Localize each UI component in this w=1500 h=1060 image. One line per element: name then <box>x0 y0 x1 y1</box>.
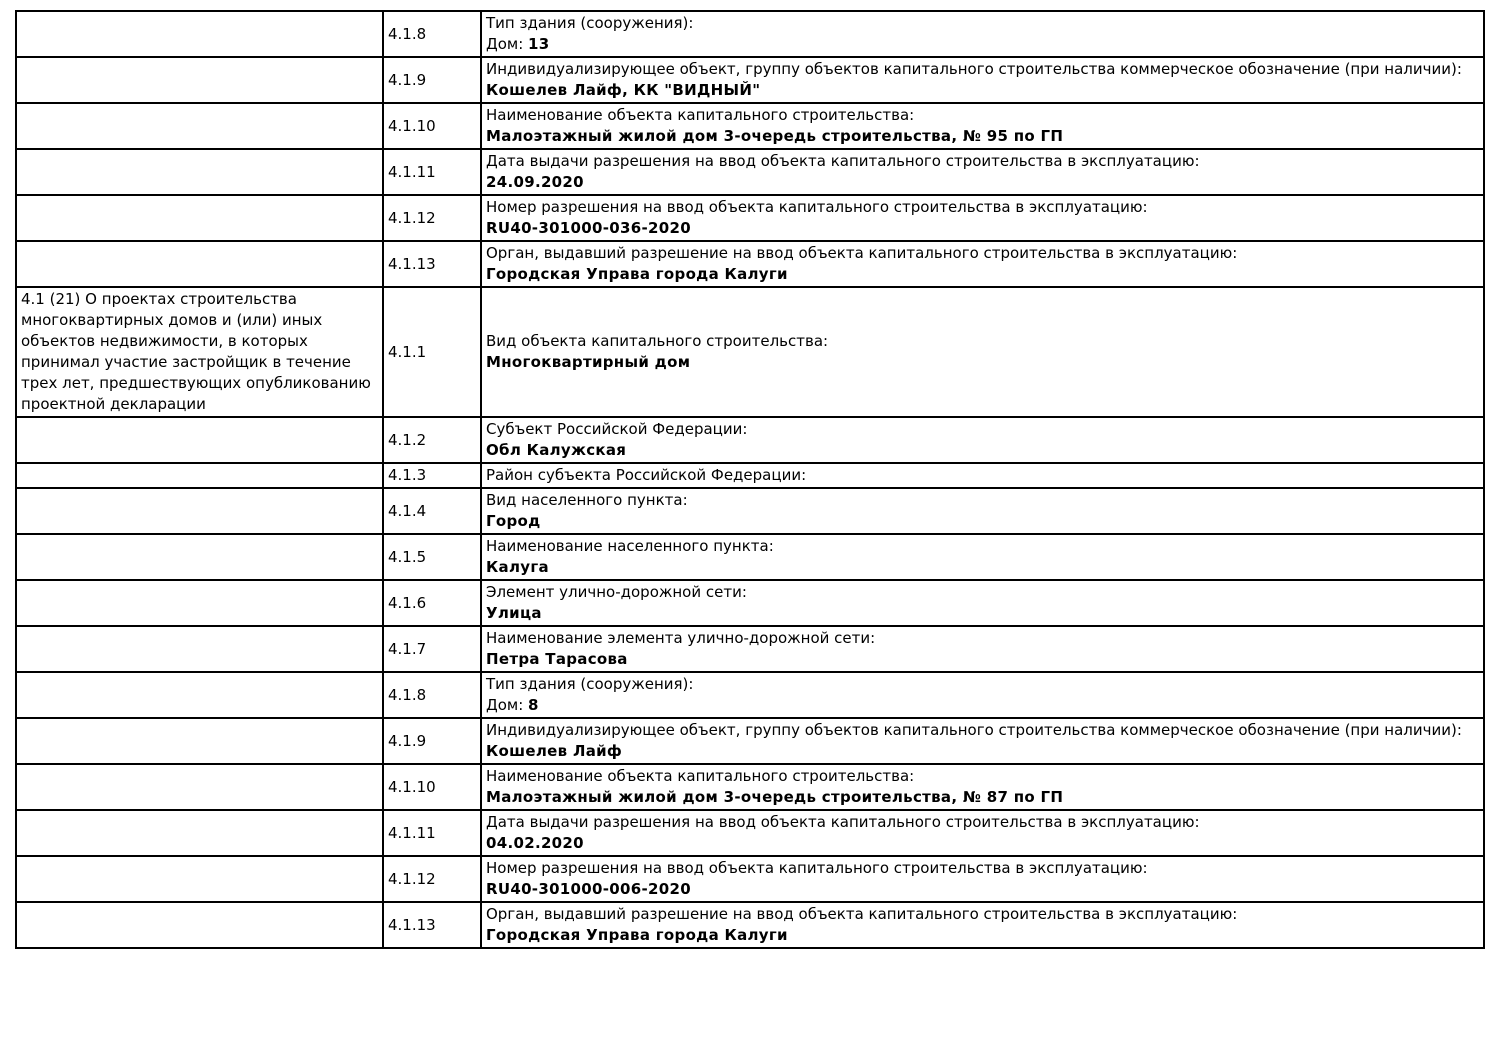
content-cell <box>481 11 1484 57</box>
field-value-text: 13 <box>528 35 550 53</box>
table-row <box>16 764 1484 810</box>
section-cell <box>16 856 383 902</box>
field-value <box>486 695 1479 716</box>
row-code: 4.1.5 <box>388 547 427 566</box>
field-label: Дата выдачи разрешения на ввод объекта капитального строительства в эксплуатацию: <box>486 813 1200 831</box>
code-cell <box>383 902 481 948</box>
row-code: 4.1.8 <box>388 685 427 704</box>
row-code: 4.1.2 <box>388 430 427 449</box>
table-row <box>16 103 1484 149</box>
table-row <box>16 11 1484 57</box>
field-label: Вид объекта капитального строительства: <box>486 332 829 350</box>
code-cell <box>383 149 481 195</box>
content-cell <box>481 149 1484 195</box>
field-value-prefix: Дом: <box>486 696 529 714</box>
content-cell <box>481 195 1484 241</box>
field-label: Вид населенного пункта: <box>486 491 688 509</box>
table-row <box>16 902 1484 948</box>
content-cell <box>481 902 1484 948</box>
row-code: 4.1.8 <box>388 24 427 43</box>
content-cell <box>481 626 1484 672</box>
section-cell <box>16 764 383 810</box>
content-cell <box>481 488 1484 534</box>
field-label: Тип здания (сооружения): <box>486 14 694 32</box>
field-value <box>486 879 1479 900</box>
section-cell <box>16 810 383 856</box>
field-value-text: Город <box>486 512 541 530</box>
table-row <box>16 488 1484 534</box>
table-row <box>16 417 1484 463</box>
field-value-text: Калуга <box>486 558 549 576</box>
section-cell <box>16 463 383 488</box>
section-cell <box>16 103 383 149</box>
field-label: Номер разрешения на ввод объекта капитального строительства в эксплуатацию: <box>486 859 1148 877</box>
code-cell <box>383 534 481 580</box>
content-cell <box>481 810 1484 856</box>
field-label: Наименование населенного пункта: <box>486 537 774 555</box>
content-cell <box>481 764 1484 810</box>
row-code: 4.1.4 <box>388 501 427 520</box>
code-cell <box>383 856 481 902</box>
field-value <box>486 741 1479 762</box>
content-cell <box>481 534 1484 580</box>
code-cell <box>383 241 481 287</box>
table-body <box>16 11 1484 948</box>
section-cell <box>16 488 383 534</box>
section-cell <box>16 902 383 948</box>
section-cell <box>16 57 383 103</box>
section-cell <box>16 534 383 580</box>
field-value-text: Петра Тарасова <box>486 650 628 668</box>
table-row <box>16 57 1484 103</box>
field-label: Индивидуализирующее объект, группу объектов капитального строительства коммерческое обозначение (при наличии): <box>486 721 1462 739</box>
section-cell <box>16 149 383 195</box>
field-value-text: Обл Калужская <box>486 441 627 459</box>
field-label: Орган, выдавший разрешение на ввод объекта капитального строительства в эксплуатацию: <box>486 905 1238 923</box>
field-value-text: Улица <box>486 604 542 622</box>
code-cell <box>383 463 481 488</box>
table-row <box>16 534 1484 580</box>
field-value <box>486 603 1479 624</box>
field-value <box>486 440 1479 461</box>
field-label: Орган, выдавший разрешение на ввод объекта капитального строительства в эксплуатацию: <box>486 244 1238 262</box>
row-code: 4.1.3 <box>388 466 427 484</box>
field-label: Субъект Российской Федерации: <box>486 420 748 438</box>
content-cell <box>481 672 1484 718</box>
field-label: Элемент улично-дорожной сети: <box>486 583 747 601</box>
field-value <box>486 649 1479 670</box>
field-value-text: Многоквартирный дом <box>486 353 691 371</box>
section-cell <box>16 287 383 417</box>
row-code: 4.1.12 <box>388 869 436 888</box>
declaration-table <box>15 10 1485 949</box>
table-row <box>16 287 1484 417</box>
row-code: 4.1.11 <box>388 823 436 842</box>
row-code: 4.1.11 <box>388 162 436 181</box>
section-cell <box>16 241 383 287</box>
section-cell <box>16 417 383 463</box>
table-row <box>16 856 1484 902</box>
field-value-text: RU40-301000-036-2020 <box>486 219 691 237</box>
table-row <box>16 626 1484 672</box>
field-value-text: Малоэтажный жилой дом 3-очередь строительства, № 87 по ГП <box>486 788 1064 806</box>
field-label: Тип здания (сооружения): <box>486 675 694 693</box>
field-label: Номер разрешения на ввод объекта капитального строительства в эксплуатацию: <box>486 198 1148 216</box>
field-value-text: 04.02.2020 <box>486 834 584 852</box>
code-cell <box>383 626 481 672</box>
row-code: 4.1.9 <box>388 70 427 89</box>
field-label: Индивидуализирующее объект, группу объектов капитального строительства коммерческое обозначение (при наличии): <box>486 60 1462 78</box>
content-cell <box>481 103 1484 149</box>
row-code: 4.1.13 <box>388 254 436 273</box>
code-cell <box>383 672 481 718</box>
field-label: Дата выдачи разрешения на ввод объекта капитального строительства в эксплуатацию: <box>486 152 1200 170</box>
code-cell <box>383 57 481 103</box>
section-description: 4.1 (21) О проектах строительства многоквартирных домов и (или) иных объектов недвижимости, в которых принимал участие застройщик в течение трех лет, предшествующих опубликованию проектной декларации <box>21 290 371 413</box>
row-code: 4.1.9 <box>388 731 427 750</box>
section-cell <box>16 580 383 626</box>
field-label: Наименование объекта капитального строительства: <box>486 106 915 124</box>
row-code: 4.1.13 <box>388 915 436 934</box>
field-value-text: 24.09.2020 <box>486 173 584 191</box>
field-value <box>486 264 1479 285</box>
content-cell <box>481 287 1484 417</box>
table-row <box>16 672 1484 718</box>
field-value-text: Кошелев Лайф, КК "ВИДНЫЙ" <box>486 81 761 99</box>
field-value <box>486 34 1479 55</box>
field-value <box>486 833 1479 854</box>
row-code: 4.1.1 <box>388 342 427 361</box>
field-label: Наименование объекта капитального строительства: <box>486 767 915 785</box>
field-value-text: 8 <box>528 696 539 714</box>
content-cell <box>481 417 1484 463</box>
section-cell <box>16 195 383 241</box>
field-value-text: Городская Управа города Калуги <box>486 265 788 283</box>
field-value <box>486 557 1479 578</box>
table-row <box>16 149 1484 195</box>
field-value-text: Городская Управа города Калуги <box>486 926 788 944</box>
section-cell <box>16 672 383 718</box>
code-cell <box>383 11 481 57</box>
field-value <box>486 925 1479 946</box>
field-value <box>486 80 1479 101</box>
table-row <box>16 241 1484 287</box>
field-value-text: Малоэтажный жилой дом 3-очередь строительства, № 95 по ГП <box>486 127 1064 145</box>
row-code: 4.1.7 <box>388 639 427 658</box>
table-row <box>16 580 1484 626</box>
section-cell <box>16 626 383 672</box>
field-value <box>486 787 1479 808</box>
row-code: 4.1.10 <box>388 116 436 135</box>
field-value <box>486 511 1479 532</box>
code-cell <box>383 718 481 764</box>
table-row <box>16 463 1484 488</box>
code-cell <box>383 764 481 810</box>
field-value <box>486 218 1479 239</box>
table-row <box>16 195 1484 241</box>
row-code: 4.1.6 <box>388 593 427 612</box>
code-cell <box>383 103 481 149</box>
code-cell <box>383 195 481 241</box>
code-cell <box>383 810 481 856</box>
section-cell <box>16 11 383 57</box>
code-cell <box>383 488 481 534</box>
field-value-prefix: Дом: <box>486 35 529 53</box>
row-code: 4.1.12 <box>388 208 436 227</box>
code-cell <box>383 417 481 463</box>
table-row <box>16 718 1484 764</box>
row-code: 4.1.10 <box>388 777 436 796</box>
field-value <box>486 126 1479 147</box>
content-cell <box>481 241 1484 287</box>
content-cell <box>481 580 1484 626</box>
field-label: Район субъекта Российской Федерации: <box>486 466 807 484</box>
content-cell <box>481 57 1484 103</box>
field-value <box>486 352 1479 373</box>
content-cell <box>481 463 1484 488</box>
content-cell <box>481 718 1484 764</box>
code-cell <box>383 580 481 626</box>
content-cell <box>481 856 1484 902</box>
field-value <box>486 172 1479 193</box>
table-row <box>16 810 1484 856</box>
field-label: Наименование элемента улично-дорожной сети: <box>486 629 876 647</box>
code-cell <box>383 287 481 417</box>
section-cell <box>16 718 383 764</box>
field-value-text: Кошелев Лайф <box>486 742 623 760</box>
field-value-text: RU40-301000-006-2020 <box>486 880 691 898</box>
